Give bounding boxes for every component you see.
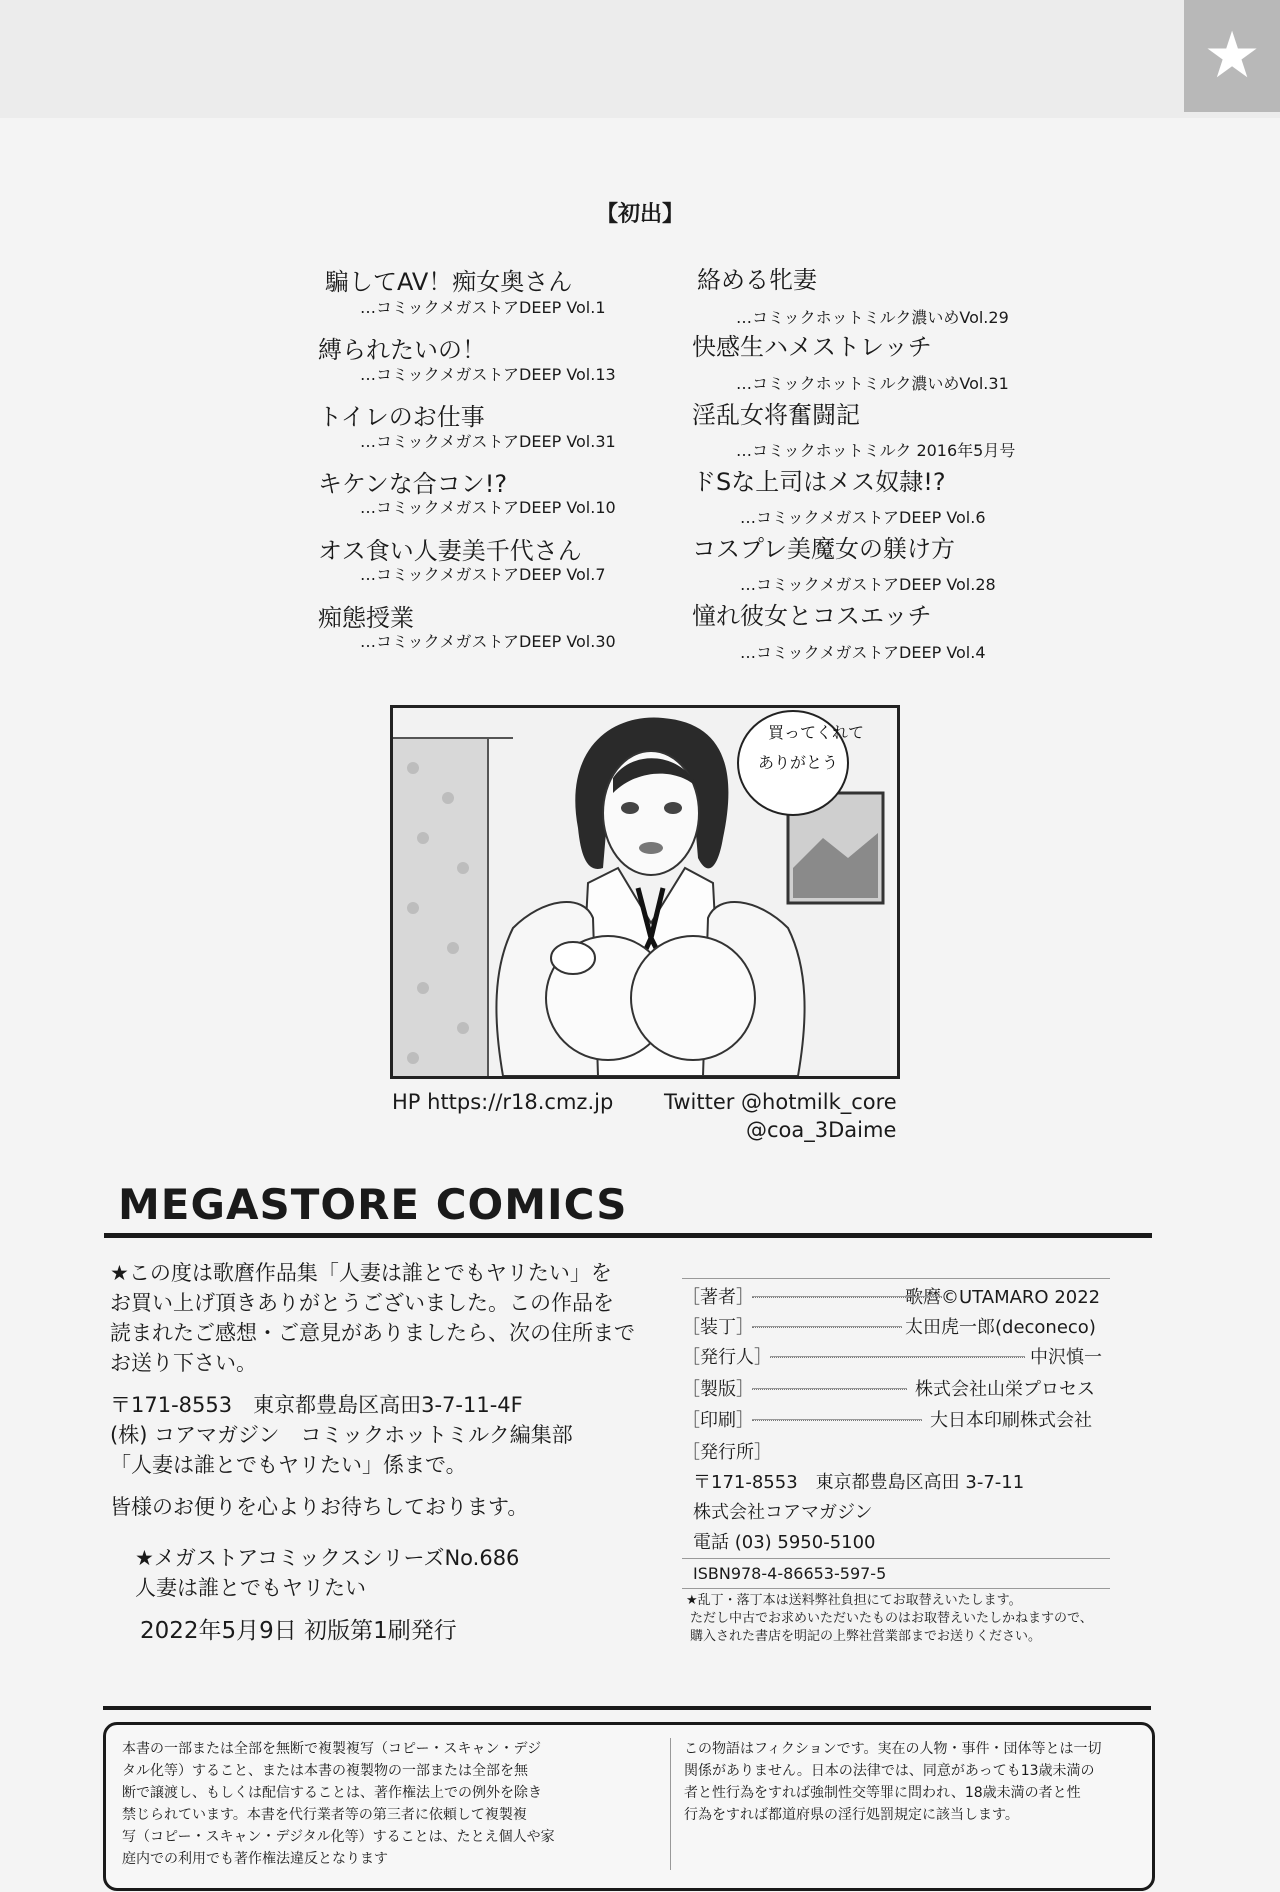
message-line: お送り下さい。 xyxy=(110,1351,257,1375)
leader-dots xyxy=(752,1296,942,1298)
work-title: 憧れ彼女とコスエッチ xyxy=(692,602,932,630)
rule-line xyxy=(682,1278,1110,1279)
address-line: 「人妻は誰とでもヤリたい」係まで。 xyxy=(110,1453,467,1477)
divider-rule xyxy=(104,1233,1152,1238)
notice-line: ★乱丁・落丁本は送料弊社負担にてお取替えいたします。 xyxy=(686,1593,1022,1608)
notice-line: 購入された書店を明記の上弊社営業部までお送りください。 xyxy=(690,1629,1042,1644)
credit-value: 太田虎一郎(deconeco) xyxy=(905,1317,1096,1338)
footer-rule xyxy=(103,1706,1151,1710)
work-title: 痴態授業 xyxy=(318,604,414,632)
twitter-link-2[interactable]: @coa_3Daime xyxy=(746,1118,897,1142)
illustration-panel xyxy=(390,705,900,1079)
leader-dots xyxy=(752,1326,902,1328)
rule-line xyxy=(682,1588,1110,1589)
work-title: 快感生ハメストレッチ xyxy=(692,333,932,361)
work-source: …コミックメガストアDEEP Vol.1 xyxy=(360,298,606,317)
leader-dots xyxy=(752,1419,922,1421)
rule-line xyxy=(682,1558,1110,1559)
work-title: 縛られたいの！ xyxy=(318,336,486,364)
address-line: (株) コアマガジン コミックホットミルク編集部 xyxy=(110,1423,573,1447)
message-line: ★この度は歌麿作品集「人妻は誰とでもヤリたい」を xyxy=(110,1261,612,1285)
legal-left-line: 庭内での利用でも著作権法違反となります xyxy=(122,1851,388,1867)
work-source: …コミックメガストアDEEP Vol.31 xyxy=(360,432,616,451)
series-number: ★メガストアコミックスシリーズNo.686 xyxy=(135,1546,520,1570)
work-title: 騙してAV！痴女奥さん xyxy=(325,268,573,296)
legal-right-line: 者と性行為をすれば強制性交等罪に問われ、18歳未満の者と性 xyxy=(684,1785,1081,1801)
message-line: 読まれたご感想・ご意見がありましたら、次の住所まで xyxy=(110,1321,635,1345)
character-illustration xyxy=(393,708,897,1076)
credit-value: 歌麿©UTAMARO 2022 xyxy=(905,1287,1101,1308)
work-source: …コミックメガストアDEEP Vol.28 xyxy=(740,575,996,594)
publisher-name: 株式会社コアマガジン xyxy=(693,1502,873,1523)
star-icon: ★ xyxy=(1203,19,1261,93)
legal-left-line: タル化等）すること、または本書の複製物の一部または全部を無 xyxy=(122,1763,528,1779)
work-title: トイレのお仕事 xyxy=(318,403,485,431)
notice-line: ただし中古でお求めいただいたものはお取替えいたしかねますので、 xyxy=(690,1611,1093,1626)
leader-dots xyxy=(752,1388,907,1390)
credit-label: ［発行人］ xyxy=(682,1347,772,1368)
speech-line-1: 買ってくれて xyxy=(768,723,865,742)
work-source: …コミックメガストアDEEP Vol.30 xyxy=(360,632,616,651)
legal-right-line: 行為をすれば都道府県の淫行処罰規定に該当します。 xyxy=(684,1807,1019,1823)
work-title: キケンな合コン!? xyxy=(318,470,508,498)
credit-label: ［製版］ xyxy=(682,1379,754,1400)
legal-divider xyxy=(670,1738,671,1870)
work-source: …コミックホットミルク濃いめVol.31 xyxy=(736,374,1009,393)
closing-text: 皆様のお便りを心よりお待ちしております。 xyxy=(110,1495,529,1519)
top-band xyxy=(0,0,1280,118)
legal-right-line: この物語はフィクションです。実在の人物・事件・団体等とは一切 xyxy=(684,1741,1102,1757)
publisher-phone: 電話 (03) 5950-5100 xyxy=(693,1532,876,1553)
credit-label: ［印刷］ xyxy=(682,1410,754,1431)
legal-left-line: 写（コピー・スキャン・デジタル化等）することは、たとえ個人や家 xyxy=(122,1829,555,1845)
twitter-link[interactable]: Twitter @hotmilk_core xyxy=(664,1090,897,1114)
work-source: …コミックメガストアDEEP Vol.6 xyxy=(740,508,986,527)
work-source: …コミックメガストアDEEP Vol.4 xyxy=(740,643,986,662)
isbn: ISBN978-4-86653-597-5 xyxy=(693,1564,887,1583)
credit-value: 株式会社山栄プロセス xyxy=(915,1379,1095,1400)
legal-left-line: 断で譲渡し、もしくは配信することは、著作権法上での例外を除き xyxy=(122,1785,542,1801)
work-title: 淫乱女将奮闘記 xyxy=(692,401,860,429)
publish-date: 2022年5月9日 初版第1刷発行 xyxy=(140,1618,457,1644)
series-title: 人妻は誰とでもヤリたい xyxy=(135,1576,366,1600)
work-source: …コミックメガストアDEEP Vol.13 xyxy=(360,365,616,384)
work-source: …コミックホットミルク濃いめVol.29 xyxy=(736,308,1009,327)
message-line: お買い上げ頂きありがとうございました。この作品を xyxy=(110,1291,614,1315)
section-heading: 【初出】 xyxy=(595,202,684,227)
publisher-label: ［発行所］ xyxy=(682,1442,772,1463)
legal-left-line: 本書の一部または全部を無断で複製複写（コピー・スキャン・デジ xyxy=(122,1741,542,1757)
work-title: コスプレ美魔女の躾け方 xyxy=(692,535,956,563)
brand-title: MEGASTORE COMICS xyxy=(118,1180,628,1229)
legal-right-line: 関係がありません。日本の法律では、同意があっても13歳未満の xyxy=(684,1763,1095,1779)
address-line: 〒171-8553 東京都豊島区高田3-7-11-4F xyxy=(110,1393,523,1417)
credit-label: ［著者］ xyxy=(682,1287,754,1308)
leader-dots xyxy=(770,1356,1025,1358)
publisher-address: 〒171-8553 東京都豊島区高田 3-7-11 xyxy=(693,1472,1025,1493)
credit-label: ［装丁］ xyxy=(682,1317,754,1338)
credit-value: 中沢慎一 xyxy=(1030,1347,1102,1368)
hp-link[interactable]: HP https://r18.cmz.jp xyxy=(392,1090,614,1114)
work-title: ドSな上司はメス奴隷!? xyxy=(692,468,946,496)
work-source: …コミックメガストアDEEP Vol.7 xyxy=(360,565,606,584)
work-source: …コミックホットミルク 2016年5月号 xyxy=(736,441,1016,460)
work-source: …コミックメガストアDEEP Vol.10 xyxy=(360,498,616,517)
corner-tab xyxy=(1184,0,1280,112)
credit-value: 大日本印刷株式会社 xyxy=(930,1410,1092,1431)
work-title: 絡める牝妻 xyxy=(697,266,817,294)
speech-line-2: ありがとう xyxy=(758,753,839,772)
work-title: オス食い人妻美千代さん xyxy=(318,537,582,565)
legal-left-line: 禁じられています。本書を代行業者等の第三者に依頼して複製複 xyxy=(122,1807,527,1823)
